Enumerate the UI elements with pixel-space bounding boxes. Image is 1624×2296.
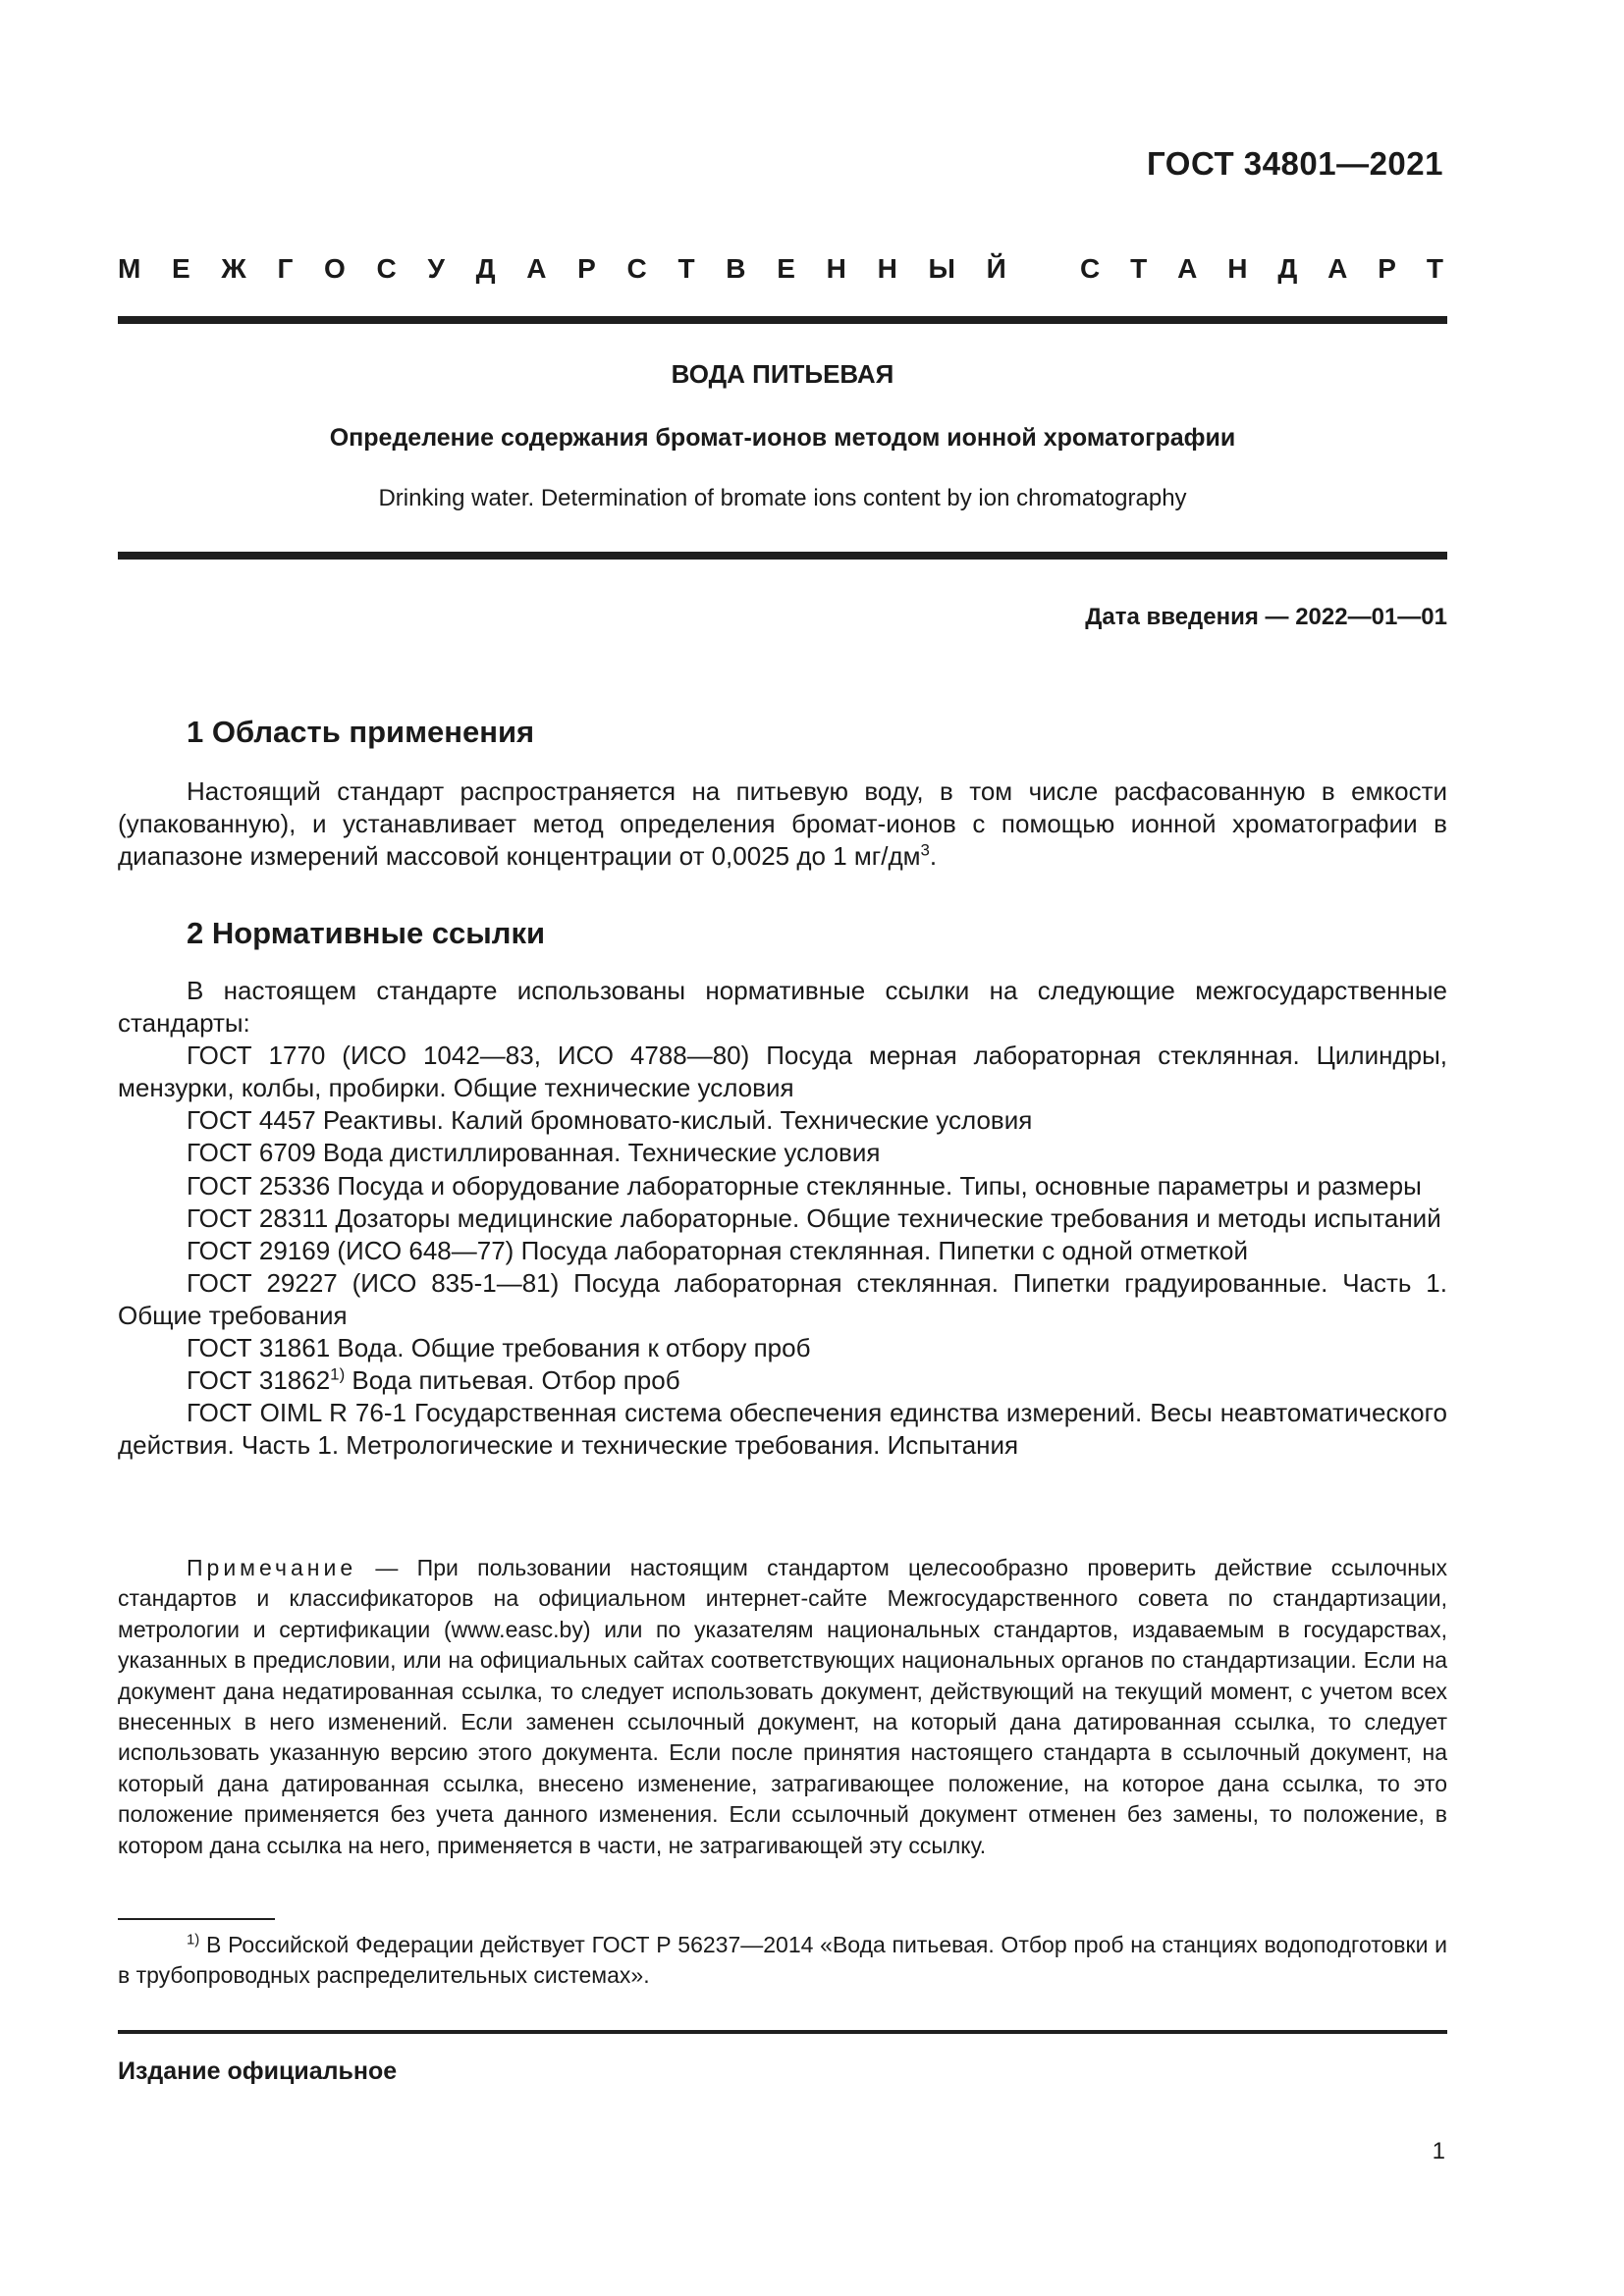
banner-letter: В [726,253,746,284]
scope-text-end: . [929,841,938,871]
document-subtitle: Определение содержания бромат-ионов методом ионной хроматографии [329,424,1236,452]
banner-word-standard [1080,253,1443,285]
standard-banner [118,253,1443,285]
banner-letter: О [324,253,346,284]
banner-letter: А [1177,253,1198,284]
introduction-date: Дата введения — 2022—01—01 [1085,604,1447,630]
reference-item: ГОСТ 31861 Вода. Общие требования к отбору проб [187,1333,811,1363]
bottom-divider [118,2030,1447,2034]
note-label: Примечание [187,1555,357,1580]
page-number: 1 [1432,2138,1445,2164]
banner-letter: Т [677,253,695,284]
banner-letter: С [1080,253,1101,284]
reference-item: ГОСТ 25336 Посуда и оборудование лабораторные стеклянные. Типы, основные параметры и размеры [187,1170,1422,1201]
section-2-heading: 2 Нормативные ссылки [187,916,546,950]
title-divider [118,552,1447,560]
reference-item: ГОСТ 1770 (ИСО 1042—83, ИСО 4788—80) Посуда мерная лабораторная стеклянная. Цилиндры, мензурки, колбы, пробирки. Общие технические условия [118,1041,1447,1103]
top-divider [118,316,1447,324]
banner-letter: А [1327,253,1348,284]
footnote-text: В Российской Федерации действует ГОСТ Р 56237—2014 «Вода питьевая. Отбор проб на станциях водоподготовки и в трубопроводных распределительных системах». [118,1932,1447,1988]
banner-letter: Р [1378,253,1396,284]
normative-references [118,975,1447,1462]
english-title: Drinking water. Determination of bromate ions content by ion chromatography [378,485,1187,511]
document-title: ВОДА ПИТЬЕВАЯ [671,359,894,389]
reference-title: Вода питьевая. Отбор проб [345,1365,680,1396]
banner-letter: Е [172,253,190,284]
scope-text: Настоящий стандарт распространяется на питьевую воду, в том числе расфасованную в емкости (упакованную), и устанавливает метод определения бромат-ионов с помощью ионной хроматографии в диапазоне измерений массовой концентрации от 0,0025 до 1 мг/дм [118,776,1447,871]
reference-item: ГОСТ 29169 (ИСО 648—77) Посуда лабораторная стеклянная. Пипетки с одной отметкой [187,1235,1248,1265]
banner-letter: С [376,253,397,284]
banner-letter: Д [1277,253,1298,284]
banner-letter: Р [577,253,596,284]
reference-item: ГОСТ 4457 Реактивы. Калий бромновато-кислый. Технические условия [187,1105,1033,1136]
banner-letter: С [626,253,647,284]
reference-item: ГОСТ 6709 Вода дистиллированная. Технические условия [187,1138,881,1168]
edition-label: Издание официальное [118,2057,398,2085]
footnote-mark: 1) [330,1364,346,1384]
banner-letter: У [427,253,445,284]
banner-letter: Е [777,253,795,284]
banner-letter: М [118,253,141,284]
reference-code: ГОСТ 31862 [187,1365,331,1396]
banner-letter: Ы [928,253,955,284]
footnote [118,1930,1447,1991]
note-block [118,1553,1447,1861]
references-intro: В настоящем стандарте использованы нормативные ссылки на следующие межгосударственные стандарты: [118,976,1447,1039]
banner-letter: А [526,253,547,284]
reference-item: ГОСТ 28311 Дозаторы медицинские лабораторные. Общие технические требования и методы испытаний [187,1202,1441,1233]
banner-letter: Г [277,253,294,284]
note-text: — При пользовании настоящим стандартом целесообразно проверить действие ссылочных стандартов и классификаторов на официальном интернет-сайте Межгосударственного совета по стандартизации, метрологии и сертификации (www.easc.by) или по указателям национальных стандартов, издаваемым в государствах, указанных в предисловии, или на официальных сайтах соответствующих национальных органов по стандартизации. Если на документ дана недатированная ссылка, то следует использовать документ, действующий на текущий момент, с учетом всех внесенных в него изменений. Если заменен ссылочный документ, на который дана датированная ссылка, то следует использовать указанную версию этого документа. Если после принятия настоящего стандарта в ссылочный документ, на который дана датированная ссылка, внесено изменение, затрагивающее положение, на которое дана ссылка, то это положение применяется без учета данного изменения. Если ссылочный документ отменен без замены, то положение, в котором дана ссылка на него, применяется в части, не затрагивающей эту ссылку. [118,1555,1447,1858]
banner-letter: Т [1130,253,1148,284]
footnote-separator [118,1918,275,1920]
reference-item [118,1364,1447,1397]
banner-letter: Н [1227,253,1248,284]
banner-word-interstate [118,253,1006,285]
section-1-heading: 1 Область применения [187,715,535,749]
reference-item: ГОСТ 29227 (ИСО 835-1—81) Посуда лабораторная стеклянная. Пипетки градуированные. Часть 1. Общие требования [118,1267,1447,1330]
document-number: ГОСТ 34801—2021 [1147,145,1443,182]
banner-letter: Т [1426,253,1443,284]
banner-letter: Н [826,253,846,284]
section-1-text [118,775,1447,873]
footnote-mark: 1) [187,1931,200,1949]
banner-letter: Й [986,253,1006,284]
superscript: 3 [920,840,930,860]
banner-letter: Д [475,253,496,284]
reference-item: ГОСТ OIML R 76-1 Государственная система обеспечения единства измерений. Весы неавтоматического действия. Часть 1. Метрологические и технические требования. Испытания [118,1398,1447,1461]
banner-letter: Ж [221,253,246,284]
banner-letter: Н [877,253,897,284]
